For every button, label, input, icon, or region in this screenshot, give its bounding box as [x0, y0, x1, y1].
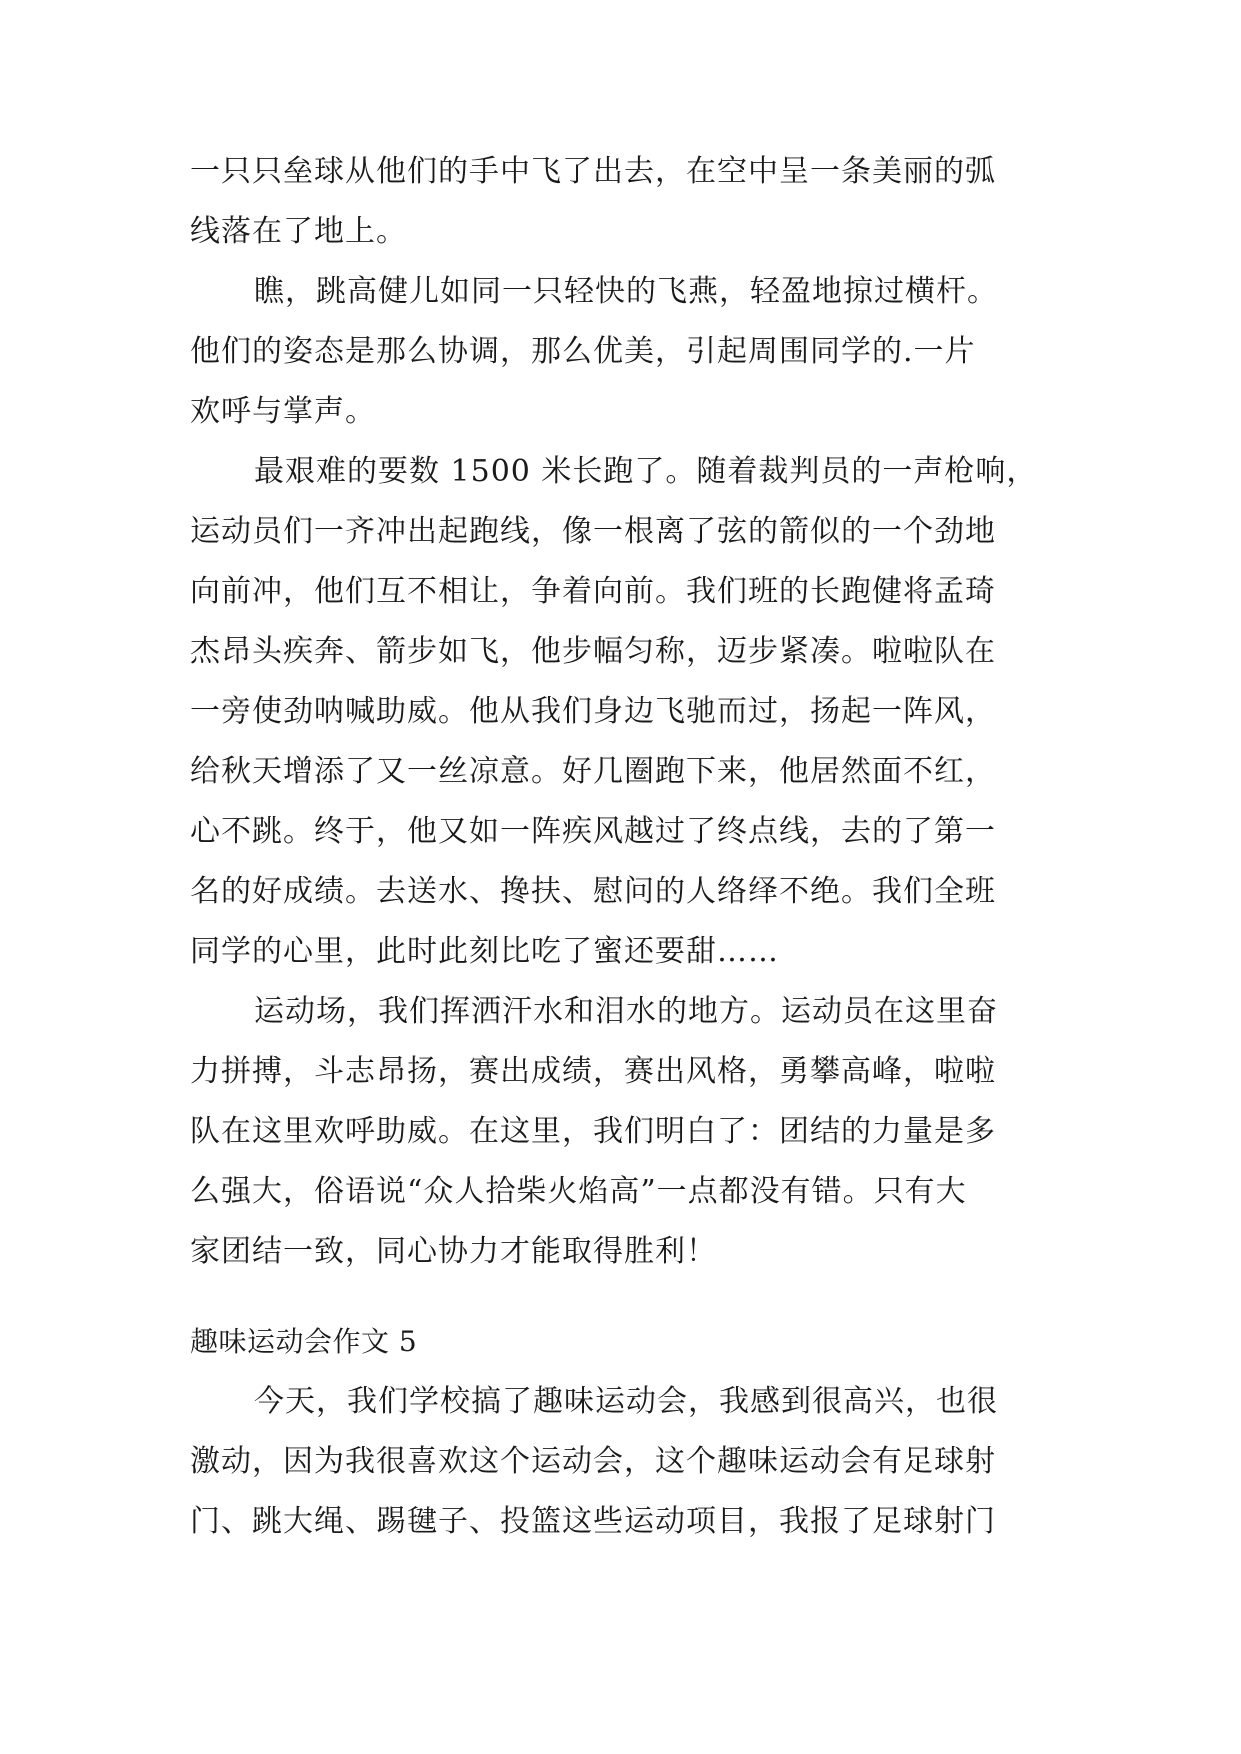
- text-line: 心不跳。终于，他又如一阵疾风越过了终点线，去的了第一: [190, 814, 996, 849]
- text-line: 力拼搏，斗志昂扬，赛出成绩，赛出风格，勇攀高峰，啦啦: [190, 1054, 996, 1089]
- text-line: 家团结一致，同心协力才能取得胜利！: [190, 1234, 717, 1269]
- text-line: 一只只垒球从他们的手中飞了出去，在空中呈一条美丽的弧: [190, 154, 996, 189]
- text-line: 瞧，跳高健儿如同一只轻快的飞燕，轻盈地掠过横杆。: [254, 274, 998, 309]
- text-line: 向前冲，他们互不相让，争着向前。我们班的长跑健将孟琦: [190, 574, 996, 609]
- text-line: 他们的姿态是那么协调，那么优美，引起周围同学的.一片: [190, 334, 976, 369]
- text-line: 运动员们一齐冲出起跑线，像一根离了弦的箭似的一个劲地: [190, 514, 996, 549]
- text-line: 队在这里欢呼助威。在这里，我们明白了：团结的力量是多: [190, 1114, 996, 1149]
- text-line: 一旁使劲呐喊助威。他从我们身边飞驰而过，扬起一阵风，: [190, 694, 996, 729]
- text-line: 杰昂头疾奔、箭步如飞，他步幅匀称，迈步紧凑。啦啦队在: [190, 634, 996, 669]
- text-line: 激动，因为我很喜欢这个运动会，这个趣味运动会有足球射: [190, 1444, 996, 1479]
- section-heading: 趣味运动会作文 5: [190, 1325, 418, 1358]
- text-line: 运动场，我们挥洒汗水和泪水的地方。运动员在这里奋: [254, 994, 998, 1029]
- text-line: 线落在了地上。: [190, 214, 407, 249]
- text-line: 名的好成绩。去送水、搀扶、慰问的人络绎不绝。我们全班: [190, 874, 996, 909]
- text-line: 今天，我们学校搞了趣味运动会，我感到很高兴，也很: [254, 1384, 998, 1419]
- text-line: 同学的心里，此时此刻比吃了蜜还要甜……: [190, 934, 779, 969]
- text-line: 最艰难的要数 1500 米长跑了。随着裁判员的一声枪响，: [254, 454, 1038, 489]
- text-line: 门、跳大绳、踢毽子、投篮这些运动项目，我报了足球射门: [190, 1504, 996, 1539]
- text-line: 么强大，俗语说“众人拾柴火焰高”一点都没有错。只有大: [190, 1174, 967, 1209]
- text-line: 给秋天增添了又一丝凉意。好几圈跑下来，他居然面不红，: [190, 754, 996, 789]
- text-line: 欢呼与掌声。: [190, 394, 376, 429]
